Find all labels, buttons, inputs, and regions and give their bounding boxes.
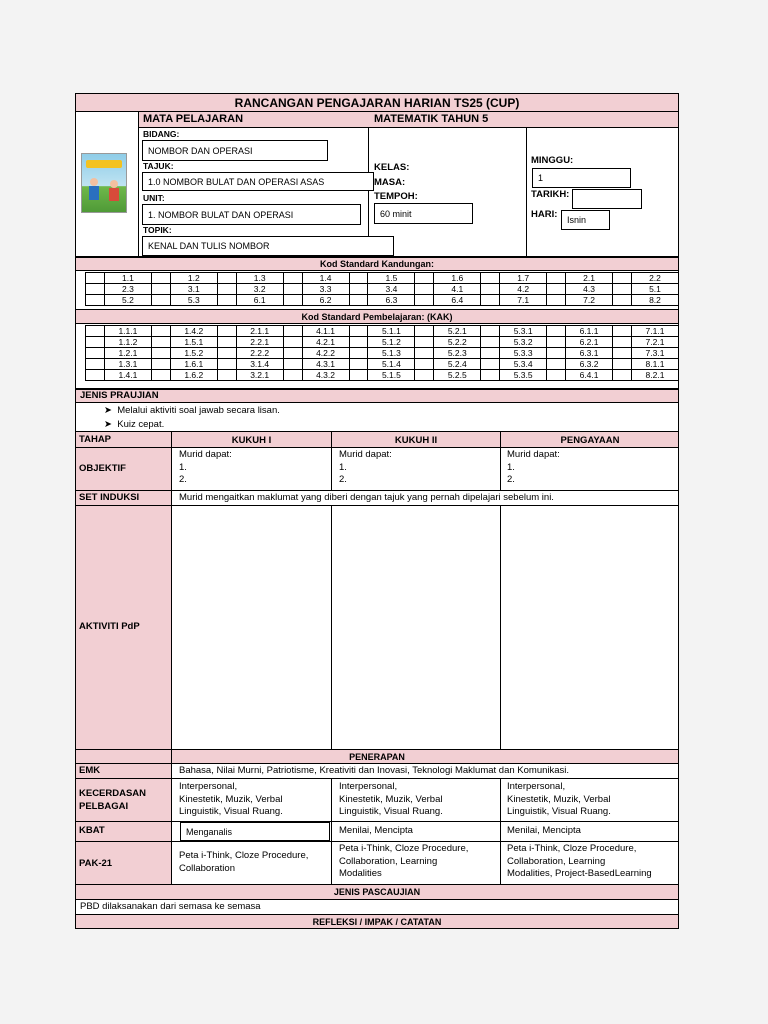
child-figure-icon: [110, 180, 118, 188]
tarikh-label: TARIKH:: [531, 189, 570, 200]
tempoh-field[interactable]: 60 minit: [374, 203, 473, 224]
code-cell: 2.2: [631, 273, 678, 284]
checkbox-cell[interactable]: [86, 326, 105, 337]
checkbox-cell[interactable]: [151, 337, 170, 348]
checkbox-cell[interactable]: [613, 348, 632, 359]
code-cell: 3.4: [368, 284, 415, 295]
code-cell: 5.1.5: [368, 370, 415, 381]
checkbox-cell[interactable]: [481, 370, 500, 381]
checkbox-cell[interactable]: [217, 284, 236, 295]
praujian-bar: [75, 389, 679, 403]
ksp-row: [86, 348, 679, 359]
code-cell: 6.2: [302, 295, 349, 306]
checkbox-cell[interactable]: [613, 273, 632, 284]
checkbox-cell[interactable]: [283, 337, 302, 348]
checkbox-cell[interactable]: [283, 326, 302, 337]
code-cell: 2.1: [566, 273, 613, 284]
checkbox-cell[interactable]: [481, 326, 500, 337]
tahap-column-pengayaan: PENGAYAAN: [560, 434, 620, 446]
code-cell: 6.3.1: [566, 348, 613, 359]
checkbox-cell[interactable]: [415, 370, 434, 381]
code-cell: 2.2.2: [236, 348, 283, 359]
penerapan-title: PENERAPAN: [349, 751, 405, 762]
bidang-field[interactable]: NOMBOR DAN OPERASI: [142, 140, 328, 161]
code-cell: 7.2: [566, 295, 613, 306]
checkbox-cell[interactable]: [283, 284, 302, 295]
subject-label: MATA PELAJARAN: [143, 113, 244, 125]
emk-label: EMK: [79, 765, 101, 776]
code-cell: 8.2.1: [631, 370, 678, 381]
checkbox-cell[interactable]: [86, 348, 105, 359]
header-divider: [526, 128, 527, 257]
code-cell: 5.3.2: [500, 337, 547, 348]
code-cell: 4.2.2: [302, 348, 349, 359]
code-cell: 3.2.1: [236, 370, 283, 381]
praujian-block: [75, 402, 679, 432]
code-cell: 1.6: [434, 273, 481, 284]
title-bar: [75, 93, 679, 112]
pak21-kukuh-2: Peta i-Think, Cloze Procedure, Collaboration, Learning Modalities: [339, 843, 469, 879]
code-cell: 1.1.2: [104, 337, 151, 348]
column-divider: [331, 431, 332, 491]
masa-label: MASA:: [374, 177, 406, 188]
code-cell: 7.1.1: [631, 326, 678, 337]
minggu-label: MINGGU:: [531, 155, 574, 166]
ksk-row: [86, 284, 679, 295]
checkbox-cell[interactable]: [283, 348, 302, 359]
ksp-title: Kod Standard Pembelajaran: (KAK): [301, 311, 453, 322]
ksp-row: [86, 359, 679, 370]
checkbox-cell[interactable]: [613, 284, 632, 295]
checkbox-cell[interactable]: [217, 295, 236, 306]
unit-label: UNIT:: [143, 193, 165, 203]
checkbox-cell[interactable]: [217, 348, 236, 359]
checkbox-cell[interactable]: [217, 359, 236, 370]
checkbox-cell[interactable]: [151, 359, 170, 370]
ksk-table: [85, 272, 679, 306]
checkbox-cell[interactable]: [547, 359, 566, 370]
code-cell: 4.1.1: [302, 326, 349, 337]
tajuk-label: TAJUK:: [143, 161, 174, 171]
kecerdasan-kukuh-1: Interpersonal, Kinestetik, Muzik, Verbal Linguistik, Visual Ruang.: [179, 781, 283, 817]
kecerdasan-label: KECERDASAN PELBAGAI: [79, 788, 147, 812]
aktiviti-kukuh-2[interactable]: [332, 506, 500, 749]
code-cell: 1.2.1: [104, 348, 151, 359]
objektif-kukuh-1: Murid dapat: 1. 2.: [179, 449, 232, 485]
code-cell: 1.6.1: [170, 359, 217, 370]
checkbox-cell[interactable]: [415, 326, 434, 337]
pascaujian-row: [75, 899, 679, 915]
column-divider: [500, 505, 501, 750]
checkbox-cell[interactable]: [217, 273, 236, 284]
code-cell: 5.2: [104, 295, 151, 306]
ksk-title: Kod Standard Kandungan:: [320, 259, 434, 269]
checkbox-cell[interactable]: [547, 284, 566, 295]
code-cell: 1.1.1: [104, 326, 151, 337]
checkbox-cell[interactable]: [283, 370, 302, 381]
code-cell: 1.2: [170, 273, 217, 284]
code-cell: 6.4: [434, 295, 481, 306]
code-cell: 5.1.2: [368, 337, 415, 348]
kbat-kukuh-1[interactable]: Menganalis: [180, 822, 330, 841]
aktiviti-pengayaan[interactable]: [501, 506, 679, 749]
code-cell: 3.2: [236, 284, 283, 295]
column-divider: [171, 763, 172, 885]
objektif-label: OBJEKTIF: [79, 463, 126, 474]
refleksi-bar: [75, 914, 679, 929]
code-cell: 4.3: [566, 284, 613, 295]
ksk-row: [86, 295, 679, 306]
checkbox-cell[interactable]: [547, 326, 566, 337]
checkbox-cell[interactable]: [613, 295, 632, 306]
tahap-label: TAHAP: [79, 434, 112, 445]
code-cell: 4.3.2: [302, 370, 349, 381]
hari-label: HARI:: [531, 209, 558, 220]
checkbox-cell[interactable]: [217, 370, 236, 381]
tahap-column-kukuh-1: KUKUH I: [231, 434, 272, 446]
checkbox-cell[interactable]: [86, 337, 105, 348]
code-cell: 5.1.3: [368, 348, 415, 359]
pascaujian-bar: [75, 884, 679, 900]
emk-text: Bahasa, Nilai Murni, Patriotisme, Kreativiti dan Inovasi, Teknologi Maklumat dan Komunikasi.: [179, 765, 570, 776]
checkbox-cell[interactable]: [283, 295, 302, 306]
checkbox-cell[interactable]: [481, 359, 500, 370]
hari-field[interactable]: Isnin: [561, 210, 610, 230]
checkbox-cell[interactable]: [151, 370, 170, 381]
checkbox-cell[interactable]: [481, 295, 500, 306]
code-cell: 5.2.2: [434, 337, 481, 348]
code-cell: 6.1.1: [566, 326, 613, 337]
code-cell: 7.1: [500, 295, 547, 306]
checkbox-cell[interactable]: [613, 337, 632, 348]
checkbox-cell[interactable]: [86, 273, 105, 284]
code-cell: 2.3: [104, 284, 151, 295]
code-cell: 6.4.1: [566, 370, 613, 381]
checkbox-cell[interactable]: [613, 326, 632, 337]
arrow-bullet-icon: ➤: [104, 419, 112, 430]
code-cell: 5.2.3: [434, 348, 481, 359]
code-cell: 5.3: [170, 295, 217, 306]
checkbox-cell[interactable]: [86, 370, 105, 381]
checkbox-cell[interactable]: [547, 348, 566, 359]
praujian-label: JENIS PRAUJIAN: [80, 390, 159, 401]
header-divider: [138, 111, 139, 257]
code-cell: 8.1.1: [631, 359, 678, 370]
code-cell: 5.2.1: [434, 326, 481, 337]
aktiviti-kukuh-1[interactable]: [172, 506, 331, 749]
checkbox-cell[interactable]: [151, 284, 170, 295]
code-cell: 1.7: [500, 273, 547, 284]
column-divider: [500, 431, 501, 491]
pak21-pengayaan: Peta i-Think, Cloze Procedure, Collaboration, Learning Modalities, Project-BasedLearning: [507, 843, 652, 879]
code-cell: 5.3.1: [500, 326, 547, 337]
checkbox-cell[interactable]: [547, 273, 566, 284]
code-cell: 1.5.2: [170, 348, 217, 359]
code-cell: 1.3: [236, 273, 283, 284]
checkbox-cell[interactable]: [151, 273, 170, 284]
code-cell: 4.3.1: [302, 359, 349, 370]
objektif-kukuh-2: Murid dapat: 1. 2.: [339, 449, 392, 485]
kecerdasan-pengayaan: Interpersonal, Kinestetik, Muzik, Verbal Linguistik, Visual Ruang.: [507, 781, 611, 817]
checkbox-cell[interactable]: [151, 348, 170, 359]
child-figure-icon: [90, 178, 98, 186]
ksp-title-bar: [75, 309, 679, 324]
set-induksi-text: Murid mengaitkan maklumat yang diberi dengan tajuk yang pernah dipelajari sebelum ini.: [179, 492, 554, 503]
code-cell: 1.1: [104, 273, 151, 284]
checkbox-cell[interactable]: [547, 337, 566, 348]
code-cell: 5.2.4: [434, 359, 481, 370]
checkbox-cell[interactable]: [349, 337, 368, 348]
refleksi-title: REFLEKSI / IMPAK / CATATAN: [312, 916, 442, 927]
checkbox-cell[interactable]: [86, 359, 105, 370]
checkbox-cell[interactable]: [217, 337, 236, 348]
cover-title-icon: [86, 160, 122, 168]
unit-field[interactable]: 1. NOMBOR BULAT DAN OPERASI: [142, 204, 361, 225]
code-cell: 1.4: [302, 273, 349, 284]
code-cell: 4.2.1: [302, 337, 349, 348]
checkbox-cell[interactable]: [415, 273, 434, 284]
kbat-kukuh-2: Menilai, Mencipta: [339, 825, 413, 836]
pak21-kukuh-1: Peta i-Think, Cloze Procedure, Collaboration: [179, 850, 309, 874]
code-cell: 7.3.1: [631, 348, 678, 359]
code-cell: 1.4.1: [104, 370, 151, 381]
ksp-row: [86, 326, 679, 337]
code-cell: 1.4.2: [170, 326, 217, 337]
column-divider: [500, 778, 501, 885]
checkbox-cell[interactable]: [481, 348, 500, 359]
code-cell: 3.1: [170, 284, 217, 295]
child-figure-icon: [89, 186, 99, 200]
checkbox-cell[interactable]: [349, 273, 368, 284]
kbat-label: KBAT: [79, 825, 105, 836]
set-induksi-label: SET INDUKSI: [79, 492, 140, 503]
checkbox-cell[interactable]: [547, 370, 566, 381]
praujian-item: ➤ Kuiz cepat.: [104, 419, 165, 430]
code-cell: 4.2: [500, 284, 547, 295]
ksk-title-bar: [75, 257, 679, 271]
checkbox-cell[interactable]: [151, 295, 170, 306]
child-figure-icon: [109, 188, 119, 201]
checkbox-cell[interactable]: [283, 273, 302, 284]
tahap-column-kukuh-2: KUKUH II: [394, 434, 438, 446]
penerapan-bar: [75, 749, 679, 764]
checkbox-cell[interactable]: [613, 370, 632, 381]
code-cell: 6.2.1: [566, 337, 613, 348]
checkbox-cell[interactable]: [283, 359, 302, 370]
ksp-table: [85, 325, 679, 381]
page-title: RANCANGAN PENGAJARAN HARIAN TS25 (CUP): [234, 95, 520, 110]
checkbox-cell[interactable]: [415, 337, 434, 348]
pak21-label: PAK-21: [79, 858, 113, 869]
column-divider: [331, 778, 332, 885]
objektif-pengayaan: Murid dapat: 1. 2.: [507, 449, 560, 485]
code-cell: 5.3.5: [500, 370, 547, 381]
code-cell: 4.1: [434, 284, 481, 295]
code-cell: 8.2: [631, 295, 678, 306]
checkbox-cell[interactable]: [415, 348, 434, 359]
bidang-label: BIDANG:: [143, 129, 180, 139]
checkbox-cell[interactable]: [415, 284, 434, 295]
code-cell: 7.2.1: [631, 337, 678, 348]
topik-field[interactable]: KENAL DAN TULIS NOMBOR: [142, 236, 394, 256]
pascaujian-title: JENIS PASCAUJIAN: [333, 887, 421, 897]
checkbox-cell[interactable]: [547, 295, 566, 306]
code-cell: 5.1.4: [368, 359, 415, 370]
column-divider: [331, 505, 332, 750]
code-cell: 5.3.4: [500, 359, 547, 370]
checkbox-cell[interactable]: [415, 359, 434, 370]
code-cell: 5.3.3: [500, 348, 547, 359]
checkbox-cell[interactable]: [349, 359, 368, 370]
checkbox-cell[interactable]: [349, 326, 368, 337]
code-cell: 2.2.1: [236, 337, 283, 348]
code-cell: 6.3.2: [566, 359, 613, 370]
checkbox-cell[interactable]: [86, 284, 105, 295]
code-cell: 3.1.4: [236, 359, 283, 370]
arrow-bullet-icon: ➤: [104, 405, 112, 416]
checkbox-cell[interactable]: [349, 370, 368, 381]
textbook-cover-image: [81, 153, 127, 213]
checkbox-cell[interactable]: [349, 295, 368, 306]
ksp-row: [86, 337, 679, 348]
code-cell: 1.5.1: [170, 337, 217, 348]
checkbox-cell[interactable]: [613, 359, 632, 370]
code-cell: 6.1: [236, 295, 283, 306]
minggu-field[interactable]: 1: [532, 168, 631, 188]
code-cell: 1.6.2: [170, 370, 217, 381]
column-divider: [171, 431, 172, 764]
code-cell: 1.5: [368, 273, 415, 284]
aktiviti-label: AKTIVITI PdP: [79, 621, 140, 632]
kbat-pengayaan: Menilai, Mencipta: [507, 825, 581, 836]
code-cell: 1.3.1: [104, 359, 151, 370]
checkbox-cell[interactable]: [481, 273, 500, 284]
praujian-item: ➤ Melalui aktiviti soal jawab secara lisan.: [104, 405, 280, 416]
code-cell: 3.3: [302, 284, 349, 295]
pascaujian-text: PBD dilaksanakan dari semasa ke semasa: [80, 901, 261, 912]
ksp-row: [86, 370, 679, 381]
checkbox-cell[interactable]: [349, 284, 368, 295]
subject-value: MATEMATIK TAHUN 5: [374, 113, 489, 125]
kecerdasan-kukuh-2: Interpersonal, Kinestetik, Muzik, Verbal Linguistik, Visual Ruang.: [339, 781, 443, 817]
ksk-row: [86, 273, 679, 284]
tajuk-field[interactable]: 1.0 NOMBOR BULAT DAN OPERASI ASAS: [142, 172, 374, 191]
tarikh-field[interactable]: [572, 189, 642, 209]
checkbox-cell[interactable]: [86, 295, 105, 306]
topik-label: TOPIK:: [143, 225, 172, 235]
code-cell: 5.2.5: [434, 370, 481, 381]
checkbox-cell[interactable]: [481, 284, 500, 295]
code-cell: 5.1.1: [368, 326, 415, 337]
lesson-plan-sheet: [75, 93, 679, 929]
kelas-label: KELAS:: [374, 162, 410, 173]
checkbox-cell[interactable]: [349, 348, 368, 359]
checkbox-cell[interactable]: [415, 295, 434, 306]
checkbox-cell[interactable]: [481, 337, 500, 348]
checkbox-cell[interactable]: [217, 326, 236, 337]
tempoh-label: TEMPOH:: [374, 191, 418, 202]
checkbox-cell[interactable]: [151, 326, 170, 337]
code-cell: 5.1: [631, 284, 678, 295]
code-cell: 2.1.1: [236, 326, 283, 337]
code-cell: 6.3: [368, 295, 415, 306]
